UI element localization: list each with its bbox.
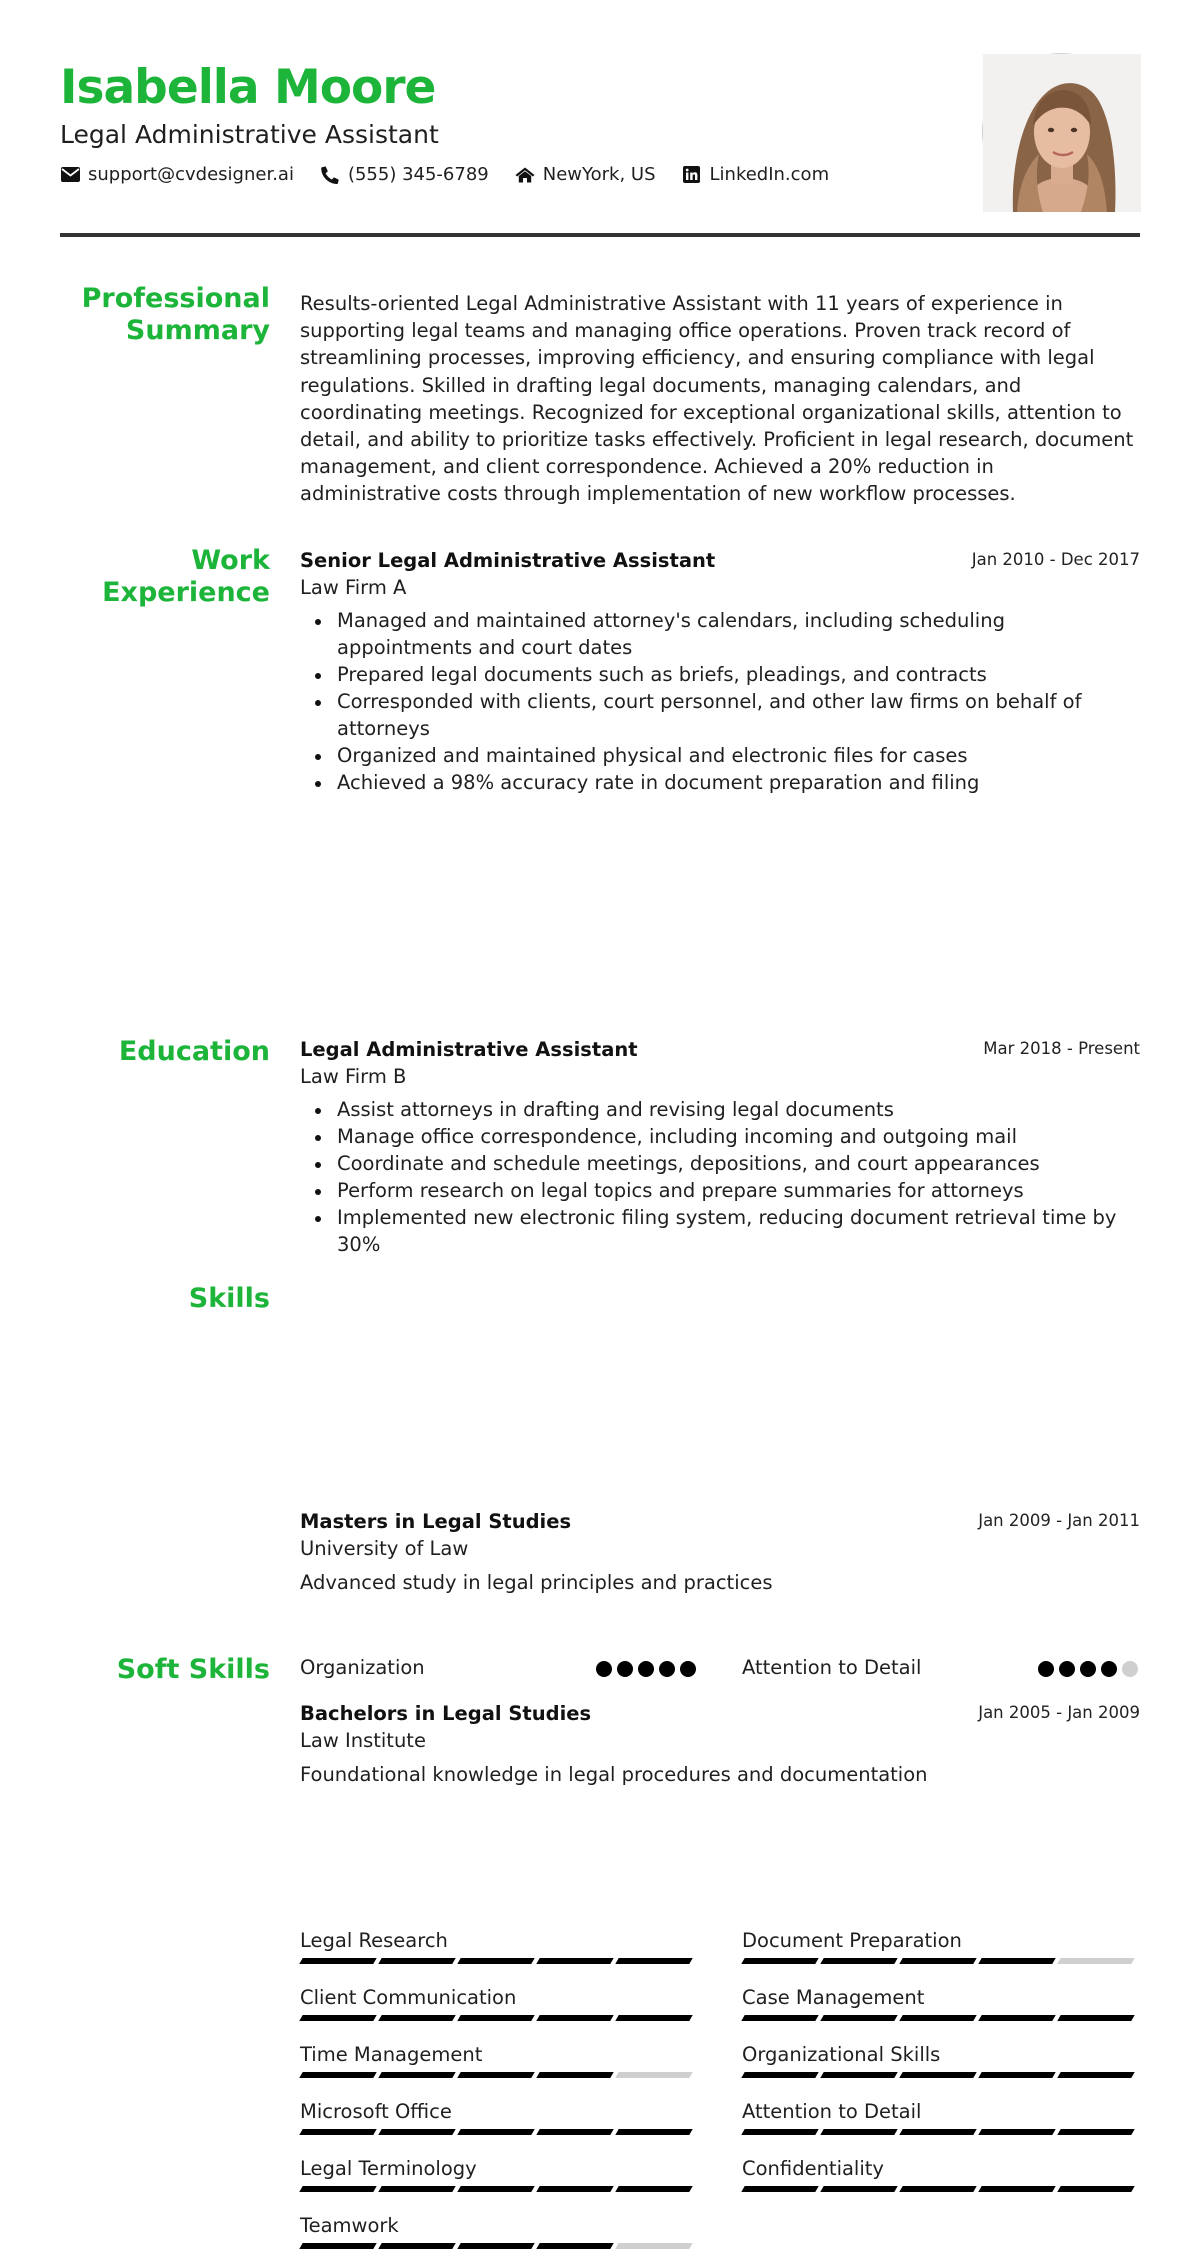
skill-level-segment-filled <box>457 2129 534 2135</box>
skill-level-segment-filled <box>899 1958 976 1964</box>
summary-title-line1: Professional <box>81 283 270 314</box>
skill-level-segment-filled <box>536 2186 613 2192</box>
header-divider <box>60 233 1140 237</box>
skill-level-segment-filled <box>978 2129 1055 2135</box>
skill-level-segment-filled <box>299 2072 376 2078</box>
skill-level-segment-filled <box>615 2129 692 2135</box>
soft-skill-label: Organization <box>300 1656 425 1679</box>
skill-level-segment-empty <box>615 2072 692 2078</box>
skill-level-segment-filled <box>899 2186 976 2192</box>
skill-item <box>742 2100 1138 2124</box>
rating-dot-filled <box>1101 1661 1117 1677</box>
job-title: Senior Legal Administrative Assistant <box>300 549 716 572</box>
education-school: University of Law <box>300 1537 469 1560</box>
skill-level-segment-filled <box>820 2186 897 2192</box>
skill-level-segment-filled <box>741 2015 818 2021</box>
soft-skill-item <box>300 1656 696 1680</box>
skill-level-segment-filled <box>615 2015 692 2021</box>
skill-level-segment-empty <box>1057 1958 1134 1964</box>
job-bullet: Coordinate and schedule meetings, depositions, and court appearances <box>300 1150 1140 1177</box>
job-bullet: Achieved a 98% accuracy rate in document preparation and filing <box>300 769 1140 796</box>
section-title-soft-skills: Soft Skills <box>116 1654 270 1685</box>
skill-level-segment-filled <box>457 2186 534 2192</box>
skill-level-bar <box>743 2186 1133 2192</box>
envelope-icon <box>60 166 80 184</box>
education-entry <box>300 1701 1140 1788</box>
job-bullet: Organized and maintained physical and electronic files for cases <box>300 742 1140 769</box>
skill-level-bar <box>301 2015 691 2021</box>
rating-dot-filled <box>617 1661 633 1677</box>
skill-level-segment-filled <box>615 1958 692 1964</box>
skill-level-segment-filled <box>820 1958 897 1964</box>
skill-level-bar <box>743 2072 1133 2078</box>
skill-level-segment-filled <box>1057 2129 1134 2135</box>
rating-dot-filled <box>1059 1661 1075 1677</box>
job-bullet: Manage office correspondence, including incoming and outgoing mail <box>300 1123 1140 1150</box>
job-date: Jan 2010 - Dec 2017 <box>971 550 1140 569</box>
job-company: Law Firm B <box>300 1065 407 1088</box>
skill-level-bar <box>301 2129 691 2135</box>
skill-level-segment-filled <box>378 2072 455 2078</box>
contact-location-text: NewYork, US <box>542 164 656 185</box>
skill-level-segment-filled <box>536 2015 613 2021</box>
job-bullet: Prepared legal documents such as briefs, pleadings, and contracts <box>300 661 1140 688</box>
experience-title-line2: Experience <box>102 577 270 608</box>
job-bullet: Corresponded with clients, court personnel, and other law firms on behalf of attorneys <box>300 688 1140 742</box>
skill-level-segment-filled <box>978 2186 1055 2192</box>
education-school: Law Institute <box>300 1729 426 1752</box>
skill-level-segment-filled <box>899 2015 976 2021</box>
skill-level-segment-filled <box>457 2015 534 2021</box>
linkedin-icon <box>682 166 702 184</box>
education-date: Jan 2005 - Jan 2009 <box>978 1703 1140 1722</box>
skill-level-segment-filled <box>536 2129 613 2135</box>
job-bullet: Assist attorneys in drafting and revising legal documents <box>300 1096 1140 1123</box>
skill-level-bar <box>743 2129 1133 2135</box>
section-title-experience <box>60 545 270 609</box>
skill-level-segment-filled <box>299 2015 376 2021</box>
skill-label: Client Communication <box>300 1986 517 2009</box>
contact-location <box>515 164 656 185</box>
skill-level-bar <box>301 2072 691 2078</box>
education-description: Foundational knowledge in legal procedures and documentation <box>300 1763 928 1786</box>
candidate-name: Isabella Moore <box>60 60 436 115</box>
skill-level-segment-filled <box>820 2015 897 2021</box>
skill-item <box>300 2043 696 2067</box>
rating-dot-filled <box>659 1661 675 1677</box>
job-title: Legal Administrative Assistant <box>300 1038 638 1061</box>
education-description: Advanced study in legal principles and practices <box>300 1571 773 1594</box>
education-degree: Masters in Legal Studies <box>300 1510 572 1533</box>
skill-level-segment-filled <box>899 2129 976 2135</box>
job-bullet: Managed and maintained attorney's calendars, including scheduling appointments and court dates <box>300 607 1140 661</box>
skill-level-segment-filled <box>536 2072 613 2078</box>
skill-level-bar <box>301 2243 691 2249</box>
resume-header <box>60 58 1140 238</box>
rating-dot-filled <box>1038 1661 1054 1677</box>
skill-item <box>300 2214 696 2238</box>
job-date: Mar 2018 - Present <box>983 1039 1140 1058</box>
skill-label: Teamwork <box>300 2214 399 2237</box>
job-bullets <box>300 607 1140 796</box>
skill-label: Case Management <box>742 1986 925 2009</box>
skill-label: Time Management <box>300 2043 483 2066</box>
contact-email[interactable] <box>60 164 294 185</box>
rating-dot-empty <box>1122 1661 1138 1677</box>
skill-level-segment-filled <box>457 2072 534 2078</box>
skill-level-segment-filled <box>741 2129 818 2135</box>
skill-item <box>742 2043 1138 2067</box>
skills-grid <box>300 1929 1140 2259</box>
skill-level-segment-filled <box>299 2243 376 2249</box>
home-icon <box>515 166 535 184</box>
contact-phone-text: (555) 345-6789 <box>347 164 489 185</box>
skill-level-segment-filled <box>978 2072 1055 2078</box>
skill-level-segment-filled <box>378 2129 455 2135</box>
rating-dot-filled <box>1080 1661 1096 1677</box>
experience-title-line1: Work <box>191 545 270 576</box>
skill-item <box>300 2157 696 2181</box>
summary-text: Results-oriented Legal Administrative Assistant with 11 years of experience in supporting legal teams and managing office operations. Proven track record of streamlining processes, improving efficiency, and ensuring compliance with legal regulations. Skilled in drafting legal documents, managing calendars, and coordinating meetings. Recognized for exceptional organizational skills, attention to detail, and ability to prioritize tasks effectively. Proficient in legal research, document management, and client correspondence. Achieved a 20% reduction in administrative costs through implementation of new workflow processes. <box>300 292 1134 506</box>
contact-linkedin-text: LinkedIn.com <box>709 164 830 185</box>
skill-level-bar <box>301 2186 691 2192</box>
soft-skill-rating <box>1038 1661 1138 1677</box>
skill-item <box>742 2157 1138 2181</box>
skill-level-segment-filled <box>378 2015 455 2021</box>
skill-item <box>300 2100 696 2124</box>
skill-level-segment-filled <box>820 2129 897 2135</box>
skill-level-segment-filled <box>457 2243 534 2249</box>
job-entry <box>300 1037 1140 1258</box>
skill-label: Confidentiality <box>742 2157 884 2180</box>
skill-label: Organizational Skills <box>742 2043 941 2066</box>
skill-level-segment-filled <box>1057 2186 1134 2192</box>
soft-skills-grid <box>300 1656 1140 1684</box>
skill-item <box>742 1929 1138 1953</box>
skill-level-segment-filled <box>536 1958 613 1964</box>
job-entry <box>300 548 1140 796</box>
skill-label: Legal Terminology <box>300 2157 477 2180</box>
skill-level-segment-filled <box>1057 2015 1134 2021</box>
contact-phone[interactable] <box>320 164 489 185</box>
skill-level-segment-filled <box>378 2186 455 2192</box>
contact-list <box>60 164 829 185</box>
skill-level-segment-filled <box>299 2129 376 2135</box>
soft-skill-item <box>742 1656 1138 1680</box>
candidate-role: Legal Administrative Assistant <box>60 120 439 149</box>
contact-linkedin[interactable] <box>682 164 830 185</box>
job-bullet: Implemented new electronic filing system, reducing document retrieval time by 30% <box>300 1204 1140 1258</box>
skill-label: Microsoft Office <box>300 2100 452 2123</box>
skill-level-segment-filled <box>741 2186 818 2192</box>
skill-level-segment-filled <box>536 2243 613 2249</box>
section-title-summary <box>60 283 270 347</box>
skill-label: Attention to Detail <box>742 2100 922 2123</box>
skill-level-segment-filled <box>457 1958 534 1964</box>
skill-level-segment-filled <box>299 2186 376 2192</box>
soft-skill-label: Attention to Detail <box>742 1656 922 1679</box>
skill-level-segment-filled <box>978 1958 1055 1964</box>
section-title-skills: Skills <box>188 1283 270 1314</box>
soft-skill-rating <box>596 1661 696 1677</box>
skill-level-segment-filled <box>378 1958 455 1964</box>
skill-level-segment-filled <box>1057 2072 1134 2078</box>
education-degree: Bachelors in Legal Studies <box>300 1702 592 1725</box>
rating-dot-filled <box>680 1661 696 1677</box>
skill-label: Document Preparation <box>742 1929 962 1952</box>
rating-dot-filled <box>638 1661 654 1677</box>
skill-item <box>742 1986 1138 2010</box>
skill-item <box>300 1929 696 1953</box>
job-bullet: Perform research on legal topics and prepare summaries for attorneys <box>300 1177 1140 1204</box>
skill-level-segment-filled <box>820 2072 897 2078</box>
skill-level-segment-filled <box>378 2243 455 2249</box>
skill-level-segment-filled <box>299 1958 376 1964</box>
summary-title-line2: Summary <box>125 315 270 346</box>
skill-level-segment-filled <box>741 2072 818 2078</box>
phone-icon <box>320 166 340 184</box>
contact-email-text: support@cvdesigner.ai <box>88 164 294 185</box>
skill-level-segment-filled <box>615 2186 692 2192</box>
skill-level-segment-filled <box>899 2072 976 2078</box>
education-entry <box>300 1509 1140 1596</box>
skill-level-bar <box>743 2015 1133 2021</box>
education-date: Jan 2009 - Jan 2011 <box>978 1511 1140 1530</box>
skill-level-bar <box>743 1958 1133 1964</box>
skill-item <box>300 1986 696 2010</box>
skill-level-bar <box>301 1958 691 1964</box>
section-title-education: Education <box>118 1036 270 1067</box>
skill-level-segment-filled <box>978 2015 1055 2021</box>
skill-level-segment-filled <box>741 1958 818 1964</box>
job-bullets <box>300 1096 1140 1258</box>
skill-label: Legal Research <box>300 1929 448 1952</box>
job-company: Law Firm A <box>300 576 407 599</box>
profile-photo <box>982 53 1140 211</box>
rating-dot-filled <box>596 1661 612 1677</box>
skill-level-segment-empty <box>615 2243 692 2249</box>
